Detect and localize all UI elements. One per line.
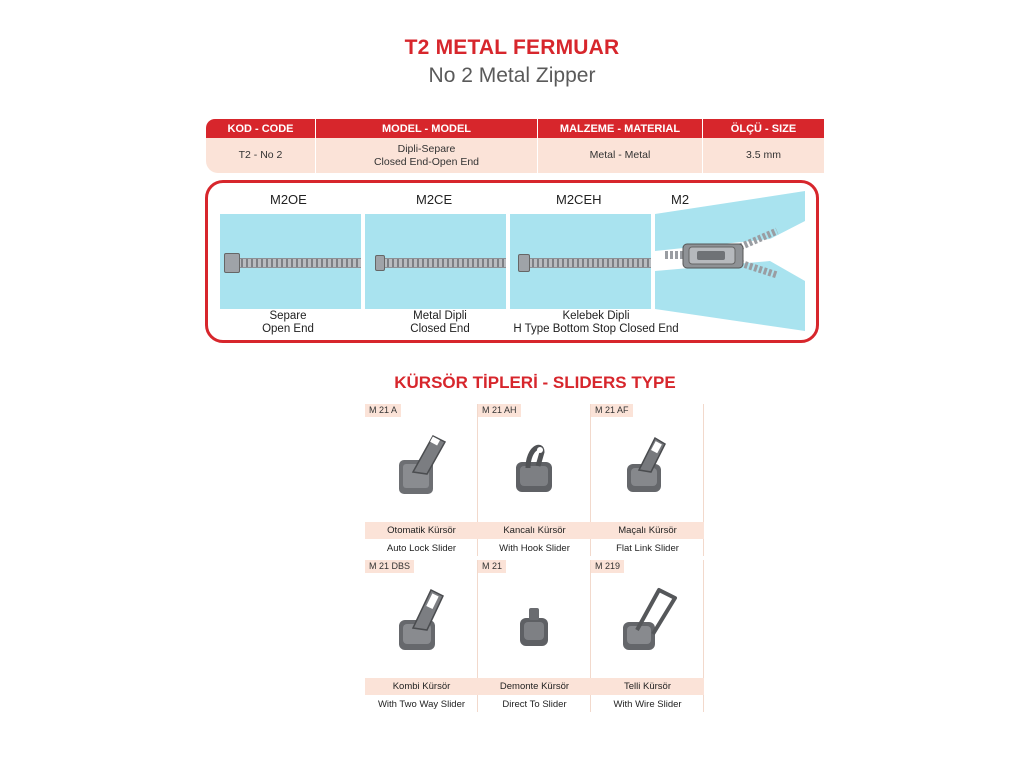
cell-material: Metal - Metal <box>538 138 703 173</box>
slider-card <box>365 560 478 712</box>
slider-name-en: Auto Lock Slider <box>386 543 457 554</box>
slider-name-en: Flat Link Slider <box>616 543 679 554</box>
zipper-pin-box <box>224 253 240 273</box>
zipper-teeth <box>524 258 651 268</box>
slider-card <box>478 560 591 712</box>
slider-code: M 219 <box>591 560 624 573</box>
spec-table <box>206 119 824 173</box>
cell-model <box>316 138 538 173</box>
header-model: MODEL - MODEL <box>316 119 538 138</box>
slider-name-en: Direct To Slider <box>502 699 567 710</box>
label-line: Separe <box>269 310 307 322</box>
zipper-image-h-type <box>510 214 651 309</box>
zipper-code-m2: M2 <box>671 192 690 207</box>
header-size: ÖLÇÜ - SIZE <box>730 122 797 135</box>
slider-code: M 21 AH <box>478 404 521 417</box>
page-title: T2 METAL FERMUAR <box>404 36 620 59</box>
slider-name-tr: Kombi Kürsör <box>365 678 478 695</box>
cell-size: 3.5 mm <box>745 149 781 161</box>
zipper-image-open-end <box>220 214 361 309</box>
zipper-h-stop <box>518 254 530 272</box>
direct-slider-icon <box>502 584 566 656</box>
label-line: Metal Dipli <box>413 310 467 322</box>
zipper-code-m2oe: M2OE <box>270 192 307 207</box>
zipper-code-m2ceh: M2CEH <box>556 192 602 207</box>
zipper-bottom-stop <box>375 255 385 271</box>
wire-slider-icon <box>615 584 679 656</box>
zipper-teeth <box>238 258 361 268</box>
zipper-label-open-end <box>248 310 328 336</box>
slider-name-tr: Otomatik Kürsör <box>365 522 478 539</box>
cell-model-line2: Closed End-Open End <box>373 155 480 168</box>
label-line: Closed End <box>410 323 470 335</box>
page-subtitle: No 2 Metal Zipper <box>428 64 596 87</box>
slider-name-en: With Two Way Slider <box>377 699 466 710</box>
slider-name-tr: Kancalı Kürsör <box>478 522 591 539</box>
zipper-label-h-type <box>498 310 694 336</box>
slider-code: M 21 DBS <box>365 560 414 573</box>
header-material: MALZEME - MATERIAL <box>538 119 703 138</box>
hook-slider-icon <box>502 428 566 500</box>
slider-code: M 21 A <box>365 404 401 417</box>
zipper-teeth <box>379 258 506 268</box>
zipper-image-closed-end <box>365 214 506 309</box>
slider-card <box>478 404 591 556</box>
slider-name-tr: Demonte Kürsör <box>478 678 591 695</box>
slider-card <box>591 560 704 712</box>
cell-model-line1: Dipli-Separe <box>397 142 456 155</box>
zipper-code-m2ce: M2CE <box>416 192 453 207</box>
slider-card <box>591 404 704 556</box>
label-line: H Type Bottom Stop Closed End <box>513 323 679 335</box>
slider-name-en: With Wire Slider <box>613 699 682 710</box>
slider-code: M 21 AF <box>591 404 633 417</box>
slider-name-en: With Hook Slider <box>499 543 570 554</box>
slider-name-tr: Telli Kürsör <box>591 678 704 695</box>
slider-card <box>365 404 478 556</box>
label-line: Kelebek Dipli <box>562 310 630 322</box>
two-way-slider-icon <box>389 584 453 656</box>
label-line: Open End <box>262 323 314 335</box>
auto-lock-slider-icon <box>389 428 453 500</box>
zipper-types-panel <box>205 180 819 343</box>
cell-code: T2 - No 2 <box>206 138 316 173</box>
slider-name-tr: Maçalı Kürsör <box>591 522 704 539</box>
header-code: KOD - CODE <box>206 119 316 138</box>
flat-link-slider-icon <box>615 428 679 500</box>
sliders-title: KÜRSÖR TİPLERİ - SLIDERS TYPE <box>394 373 676 392</box>
spec-table-row <box>206 138 824 173</box>
zipper-label-closed-end <box>380 310 500 336</box>
spec-table-header <box>206 119 824 138</box>
slider-code: M 21 <box>478 560 506 573</box>
